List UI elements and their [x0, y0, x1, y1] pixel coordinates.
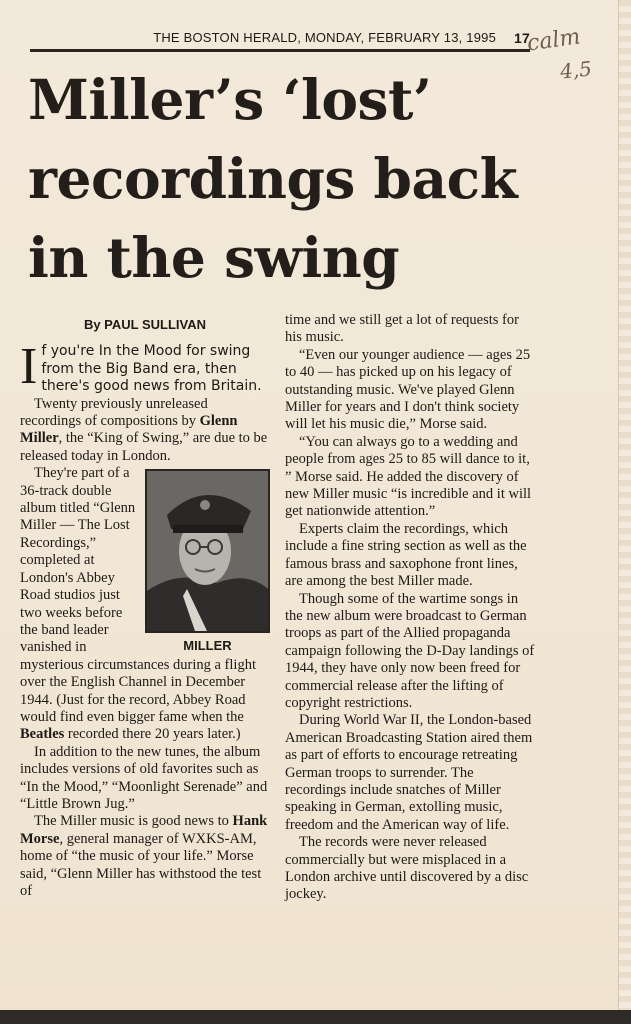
headline-line-2: recordings back — [28, 146, 518, 211]
paragraph: Though some of the wartime songs in the new album were broadcast to German troops as part of the Allied propaganda campaign following the D-Day landings of 1944, they have only now been freed for commercial release after the lifting of copyright restrictions. — [285, 590, 535, 711]
drop-cap: I — [20, 338, 38, 396]
name-hank-morse: Hank Morse — [20, 813, 268, 847]
name-beatles: Beatles — [20, 726, 65, 743]
name-glenn-miller: Glenn Miller — [20, 413, 238, 447]
paragraph: The Miller music is good news to Hank Morse, general manager of WXKS-AM, home of “the music of your life.” Morse said, “Glenn Miller has withstood the test of — [20, 813, 268, 899]
paragraph: Experts claim the recordings, which include a fine string section as well as the famous brass and saxophone front lines, are among the best Miller made. — [285, 520, 527, 590]
portrait-illustration — [147, 471, 268, 631]
paragraph: They're part of a 36-track double album titled “Glenn Miller — The Lost Recordings,” completed at London's Abbey Road studios just two weeks before the band leader vanished in mysterious circumstances during a flight over the English Channel in December 1944. (Just for the record, Abbey Road would find even bigger fame when the Beatles recorded there 20 years later.) — [20, 465, 256, 743]
paragraph: The records were never released commercially but were misplaced in a London archive until discovered by a disc jockey. — [285, 834, 529, 903]
masthead-date: THE BOSTON HERALD, MONDAY, FEBRUARY 13, 1995 — [153, 30, 497, 45]
torn-edge — [618, 0, 631, 1024]
paragraph: Twenty previously unreleased recordings of compositions by Glenn Miller, the “King of Swing,” are due to be released today in London. — [20, 395, 268, 464]
byline: By PAUL SULLIVAN — [83, 317, 207, 332]
article-column-left — [20, 300, 270, 900]
handwritten-note: calm — [525, 24, 582, 57]
paragraph: “Even our younger audience — ages 25 to 40 — has picked up on his legacy of outstanding music. We've played Glenn Miller for years and I don't think society will let his music die,” Morse said. — [285, 346, 531, 433]
handwritten-note-number: 4,5 — [558, 56, 593, 84]
masthead — [30, 30, 530, 52]
page-number: 17 — [514, 30, 530, 46]
paragraph: time and we still get a lot of requests for his music. — [285, 312, 519, 346]
portrait-photo — [145, 469, 270, 633]
paragraph: During World War II, the London-based American Broadcasting Station aired them as part of efforts to encourage retreating German troops to surrender. The recordings include snatches of Miller speaking in German, extolling music, freedom and the American way of life. — [285, 712, 533, 833]
scan-bottom-edge — [0, 1010, 631, 1024]
paragraph: “You can always go to a wedding and people from ages 25 to 85 will dance to it, ” Morse said. He added the discovery of new Miller music “is incredible and it will get nationwide attention.” — [285, 433, 532, 520]
headline-line-1: Miller’s ‘lost’ — [28, 67, 432, 132]
paragraph: In addition to the new tunes, the album includes versions of old favorites such as “In the Mood,” “Moonlight Serenade” and “Little Brown Jug.” — [20, 743, 268, 812]
headline — [28, 60, 588, 297]
headline-line-3: in the swing — [28, 225, 400, 290]
photo-figure — [145, 469, 270, 654]
paragraph-lead — [20, 338, 270, 396]
article-column-right — [285, 312, 535, 904]
lead-text: f you're In the Mood for swing from the Big Band era, then there's good news from Britain. — [41, 343, 262, 395]
photo-caption: MILLER — [183, 638, 232, 654]
